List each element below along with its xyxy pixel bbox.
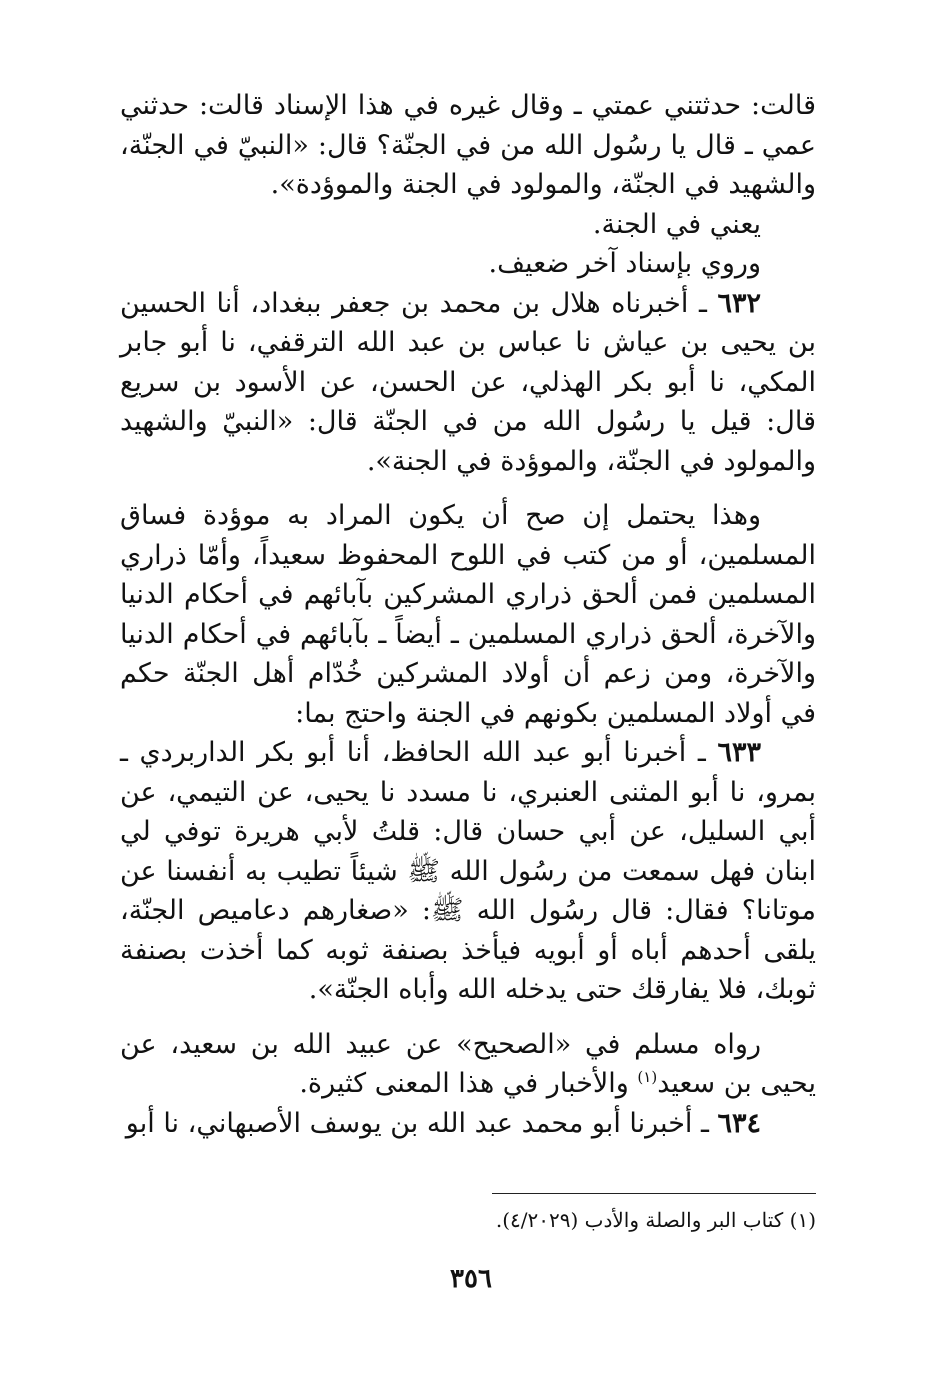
footnote-divider (492, 1193, 816, 1194)
main-text (120, 86, 816, 1143)
hadith-634 (120, 1104, 816, 1144)
page-number: ٣٥٦ (450, 1264, 492, 1294)
hadith-632 (120, 284, 816, 482)
hadith-text: ـ أخبرنا أبو عبد الله الحافظ، أنا أبو بكر الداربردي ـ بمرو، نا أبو المثنى العنبري، نا مسدد نا يحيى، عن التيمي، عن أبي السليل، عن أبي حسان قال: قلتُ لأبي هريرة توفي لي ابنان فهل سمعت من رسُول الله ﷺ شيئاً تطيب به أنفسنا عن موتانا؟ فقال: قال رسُول الله ﷺ: «صغارهم دعاميص الجنّة، يلقى أحدهم أباه أو أبويه فيأخذ بصنفة ثوبه كما أخذت بصنفة ثوبك، فلا يفارقك حتى يدخله الله وأباه الجنّة». (120, 737, 816, 1005)
footnote: (١) كتاب البر والصلة والأدب (٤/٢٠٢٩). (495, 1208, 816, 1232)
hadith-number: ٦٣٣ (717, 737, 761, 768)
hadith-number: ٦٣٤ (717, 1107, 761, 1139)
footnote-reference: (١) (637, 1068, 658, 1086)
hadith-number: ٦٣٢ (717, 287, 762, 319)
paragraph-explanation: يعني في الجنة. (592, 208, 761, 240)
paragraph-hadith-continuation: قالت: حدثتني عمتي ـ وقال غيره في هذا الإسناد قالت: حدثني عمي ـ قال يا رسُول الله من في الجنّة؟ قال: «النبيّ في الجنّة، والشهيد في الجنّة، والمولود في الجنة والموؤدة». (120, 90, 817, 200)
hadith-633 (120, 733, 816, 1010)
paragraph-weak-narration: وروي بإسناد آخر ضعيف. (488, 248, 761, 279)
hadith-text: ـ أخبرنا أبو محمد عبد الله بن يوسف الأصبهاني، نا أبو (125, 1107, 709, 1139)
hadith-text: ـ أخبرناه هلال بن محمد بن جعفر ببغداد، أنا الحسين بن يحيى بن عياش نا عباس بن عبد الله الترقفي، نا أبو جابر المكي، نا أبو بكر الهذلي، عن الحسن، عن الأسود بن سريع قال: قيل يا رسُول الله من في الجنّة قال: «النبيّ والشهيد والمولود في الجنّة، والموؤدة في الجنة». (120, 287, 816, 477)
paragraph-source-note: رواه مسلم في «الصحيح» عن عبيد الله بن سعيد، عن يحيى بن سعيد$^{(١)}$ والأخبار في هذا المعنى كثيرة. (120, 1028, 816, 1099)
paragraph-commentary: وهذا يحتمل إن صح أن يكون المراد به موؤدة فساق المسلمين، أو من كتب في اللوح المحفوظ سعيداً، وأمّا ذراري المسلمين فمن ألحق ذراري المشركين بآبائهم في أحكام الدنيا والآخرة، ألحق ذراري المسلمين ـ أيضاً ـ بآبائهم في أحكام الدنيا والآخرة، ومن زعم أن أولاد المشركين خُدّام أهل الجنّة حكم في أولاد المسلمين بكونهم في الجنة واحتج بما: (120, 500, 816, 729)
